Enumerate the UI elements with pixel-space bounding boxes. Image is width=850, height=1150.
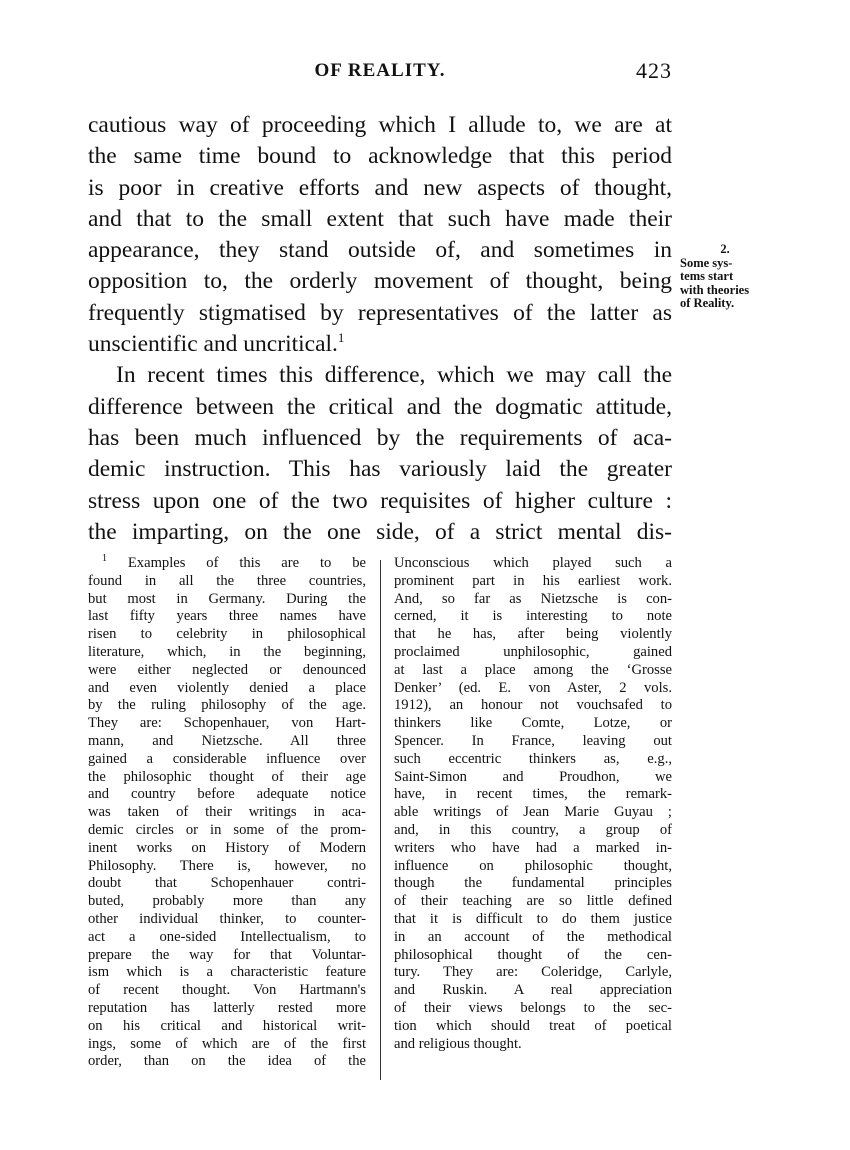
footnote-line: in an account of the methodical bbox=[394, 928, 672, 945]
footnote-line: prepare the way for that Voluntar- bbox=[88, 946, 366, 963]
footnote-line: tury. They are: Coleridge, Carlyle, bbox=[394, 964, 672, 981]
footnote-line: order, than on the idea of the bbox=[88, 1053, 366, 1070]
footnote-line: and even violently denied a place bbox=[88, 679, 366, 696]
footnote-line: of their views belongs to the sec- bbox=[394, 999, 672, 1016]
footnote-line: They are: Schopenhauer, von Hart- bbox=[88, 715, 366, 732]
text-line-content: unscientific and uncritical. bbox=[88, 331, 338, 358]
footnote-line: proclaimed unphilosophic, gained bbox=[394, 643, 672, 660]
marginal-note-line: Some sys- bbox=[680, 255, 733, 270]
footnote-line: that it is difficult to do them justice bbox=[394, 910, 672, 927]
footnote-line: and religious thought. bbox=[394, 1035, 522, 1052]
footnote-line: buted, probably more than any bbox=[88, 893, 366, 910]
marginal-note-line: tems start bbox=[680, 269, 734, 283]
footnote-line: Unconscious which played such a bbox=[394, 555, 672, 571]
footnote-line: ings, some of which are of the first bbox=[88, 1035, 366, 1052]
footnote-line: and Ruskin. A real appreciation bbox=[394, 982, 672, 999]
footnote-line: the philosophic thought of their age bbox=[88, 768, 366, 785]
footnote-line: Spencer. In France, leaving out bbox=[394, 732, 672, 749]
footnote-line: Philosophy. There is, however, no bbox=[88, 857, 366, 874]
footnote-right-column bbox=[394, 555, 672, 1053]
marginal-note bbox=[680, 243, 770, 311]
footnote-line: 1912), an honour not vouchsafed to bbox=[394, 697, 672, 714]
footnote-line: Saint-Simon and Proudhon, we bbox=[394, 768, 672, 785]
footnote-line: cerned, it is interesting to note bbox=[394, 608, 672, 625]
footnote-line: gained a considerable influence over bbox=[88, 750, 366, 767]
paragraph-1 bbox=[88, 110, 672, 360]
marginal-note-number: 2. bbox=[720, 242, 730, 256]
footnote-line: of recent thought. Von Hartmann's bbox=[88, 982, 366, 999]
footnote-line: doubt that Schopenhauer contri- bbox=[88, 875, 366, 892]
footnote-line bbox=[88, 555, 366, 573]
footnote-line: though the fundamental principles bbox=[394, 875, 672, 892]
footnote-line: last fifty years three names have bbox=[88, 608, 366, 625]
footnote-line: ism which is a characteristic feature bbox=[88, 964, 366, 981]
text-line: has been much influenced by the requirements of aca- bbox=[88, 424, 672, 451]
footnote-line: at last a place among the ‘Grosse bbox=[394, 661, 672, 678]
text-line: stress upon one of the two requisites of higher culture : bbox=[88, 487, 672, 514]
text-line: difference between the critical and the dogmatic attitude, bbox=[88, 393, 672, 420]
footnote-line: writers who have had a marked in- bbox=[394, 839, 672, 856]
footnote-line: And, so far as Nietzsche is con- bbox=[394, 590, 672, 607]
footnote-line: inent works on History of Modern bbox=[88, 839, 366, 856]
page-number: 423 bbox=[636, 58, 672, 83]
footnote-line: and country before adequate notice bbox=[88, 786, 366, 803]
paragraph-2 bbox=[88, 360, 672, 548]
footnote-left-column bbox=[88, 555, 366, 1071]
footnote-line: such eccentric thinkers as, e.g., bbox=[394, 750, 672, 767]
footnote-line: were either neglected or denounced bbox=[88, 661, 366, 678]
footnote-reference[interactable]: 1 bbox=[337, 330, 345, 346]
text-line: appearance, they stand outside of, and sometimes in bbox=[88, 237, 672, 264]
footnote-line: able writings of Jean Marie Guyau ; bbox=[394, 804, 672, 821]
footnote-line: tion which should treat of poetical bbox=[394, 1017, 672, 1034]
text-line bbox=[88, 329, 672, 360]
footnote-line: found in all the three countries, bbox=[88, 572, 366, 589]
text-line: cautious way of proceeding which I allude to, we are at bbox=[88, 112, 672, 138]
marginal-note-line: with theories bbox=[680, 282, 750, 297]
footnote-line: that he has, after being violently bbox=[394, 626, 672, 643]
footnote-line: of their teaching are so little defined bbox=[394, 893, 672, 910]
footnote-line: on his critical and historical writ- bbox=[88, 1017, 366, 1034]
text-line: In recent times this difference, which we may call the bbox=[116, 362, 672, 389]
column-divider bbox=[380, 560, 381, 1080]
footnote-mark: 1 bbox=[102, 553, 107, 565]
footnote-line: influence on philosophic thought, bbox=[394, 857, 672, 874]
footnote-line: reputation has latterly rested more bbox=[88, 999, 366, 1016]
footnote-line: by the ruling philosophy of the age. bbox=[88, 697, 366, 714]
text-line: is poor in creative efforts and new aspects of thought, bbox=[88, 174, 672, 201]
text-line: opposition to, the orderly movement of thought, being bbox=[88, 268, 672, 295]
text-line: and that to the small extent that such have made their bbox=[88, 205, 672, 232]
footnote-area bbox=[88, 555, 672, 1085]
text-line: demic instruction. This has variously laid the greater bbox=[88, 456, 672, 483]
footnote-line: philosophical thought of the cen- bbox=[394, 946, 672, 963]
footnote-line: Denker’ (ed. E. von Aster, 2 vols. bbox=[394, 679, 672, 696]
page-header bbox=[88, 60, 672, 88]
footnote-line-text: Examples of this are to be bbox=[127, 555, 366, 571]
footnote-line: and, in this country, a group of bbox=[394, 821, 672, 838]
marginal-note-line: of Reality. bbox=[680, 296, 735, 310]
footnote-line: mann, and Nietzsche. All three bbox=[88, 732, 366, 749]
footnote-line: but most in Germany. During the bbox=[88, 590, 366, 607]
footnote-line: have, in recent times, the remark- bbox=[394, 786, 672, 803]
footnote-line: literature, which, in the beginning, bbox=[88, 643, 366, 660]
footnote-line: was taken of their writings in aca- bbox=[88, 804, 366, 821]
footnote-line: other individual thinker, to counter- bbox=[88, 910, 366, 927]
text-line: the same time bound to acknowledge that this period bbox=[88, 143, 672, 170]
main-text bbox=[88, 110, 672, 548]
footnote-line: risen to celebrity in philosophical bbox=[88, 626, 366, 643]
footnote-line: demic circles or in some of the prom- bbox=[88, 821, 366, 838]
text-line: frequently stigmatised by representatives of the latter as bbox=[88, 299, 672, 326]
footnote-line: thinkers like Comte, Lotze, or bbox=[394, 715, 672, 732]
running-head: OF REALITY. bbox=[314, 60, 446, 81]
footnote-line: act a one-sided Intellectualism, to bbox=[88, 928, 366, 945]
footnote-line: prominent part in his earliest work. bbox=[394, 572, 672, 589]
text-line: the imparting, on the one side, of a strict mental dis- bbox=[88, 518, 672, 545]
